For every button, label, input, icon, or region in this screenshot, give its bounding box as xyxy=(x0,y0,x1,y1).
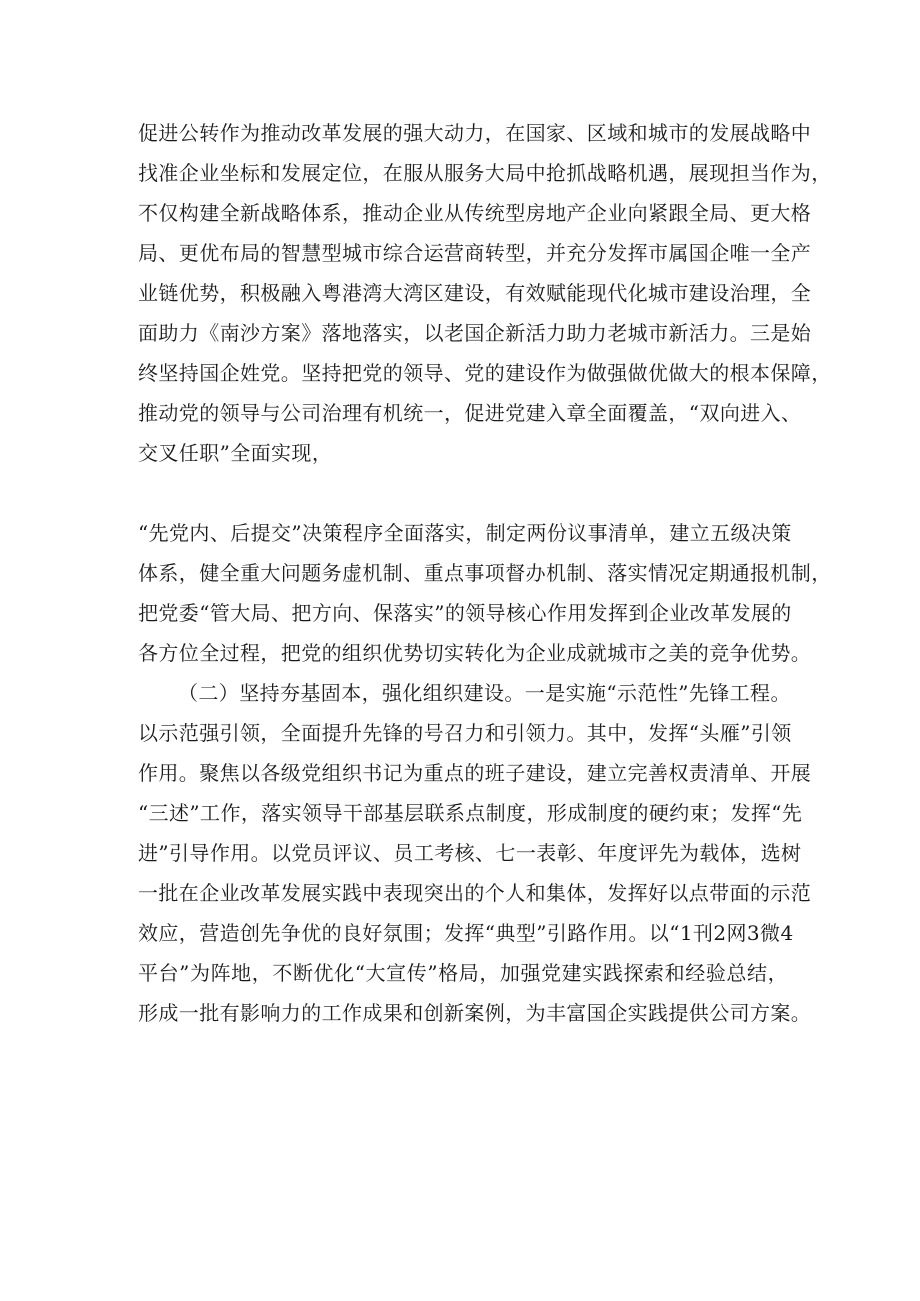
text-line: 面助力《南沙方案》落地落实，以老国企新活力助力老城市新活力。三是始 xyxy=(138,321,812,345)
text-line: 推动党的领导与公司治理有机统一，促进党建入章全面覆盖，“双向进入、 xyxy=(138,401,802,425)
text-line: 体系，健全重大问题务虚机制、重点事项督办机制、落实情况定期通报机制， xyxy=(138,561,832,585)
paragraph-1 xyxy=(138,113,832,473)
paragraph-2 xyxy=(138,513,832,673)
text-line: 终坚持国企姓党。坚持把党的领导、党的建设作为做强做优做大的根本保障， xyxy=(138,361,832,385)
text-line: “三述”工作，落实领导干部基层联系点制度，形成制度的硬约束；发挥“先 xyxy=(138,801,803,825)
text-line: （二）坚持夯基固本，强化组织建设。一是实施“示范性”先锋工程。 xyxy=(178,681,791,705)
text-line: 找准企业坐标和发展定位，在服从服务大局中抢抓战略机遇，展现担当作为， xyxy=(138,161,832,185)
text-line: 局、更优布局的智慧型城市综合运营商转型，并充分发挥市属国企唯一全产 xyxy=(138,241,812,265)
text-line: 交叉任职”全面实现， xyxy=(138,441,333,465)
text-line: 把党委“管大局、把方向、保落实”的领导核心作用发挥到企业改革发展的 xyxy=(138,601,792,625)
paragraph-3 xyxy=(138,673,812,1033)
text-line: 不仅构建全新战略体系，推动企业从传统型房地产企业向紧跟全局、更大格 xyxy=(138,201,812,225)
text-line: 促进公转作为推动改革发展的强大动力，在国家、区域和城市的发展战略中 xyxy=(138,121,812,145)
text-line: 效应，营造创先争优的良好氛围；发挥“典型”引路作用。以“1刊2网3微4 xyxy=(138,921,794,945)
text-line: “先党内、后提交”决策程序全面落实，制定两份议事清单，建立五级决策 xyxy=(138,521,792,545)
text-line: 作用。聚焦以各级党组织书记为重点的班子建设，建立完善权责清单、开展 xyxy=(138,761,812,785)
text-line: 形成一批有影响力的工作成果和创新案例，为丰富国企实践提供公司方案。 xyxy=(138,1001,812,1025)
text-line: 进”引导作用。以党员评议、员工考核、七一表彰、年度评先为载体，选树 xyxy=(138,841,802,865)
text-line: 各方位全过程，把党的组织优势切实转化为企业成就城市之美的竞争优势。 xyxy=(138,641,812,665)
text-line: 以示范强引领，全面提升先锋的号召力和引领力。其中，发挥“头雁”引领 xyxy=(138,721,792,745)
text-line: 业链优势，积极融入粤港湾大湾区建设，有效赋能现代化城市建设治理，全 xyxy=(138,281,812,305)
text-line: 平台”为阵地，不断优化“大宣传”格局，加强党建实践探索和经验总结， xyxy=(138,961,788,985)
text-line: 一批在企业改革发展实践中表现突出的个人和集体，发挥好以点带面的示范 xyxy=(138,881,812,905)
